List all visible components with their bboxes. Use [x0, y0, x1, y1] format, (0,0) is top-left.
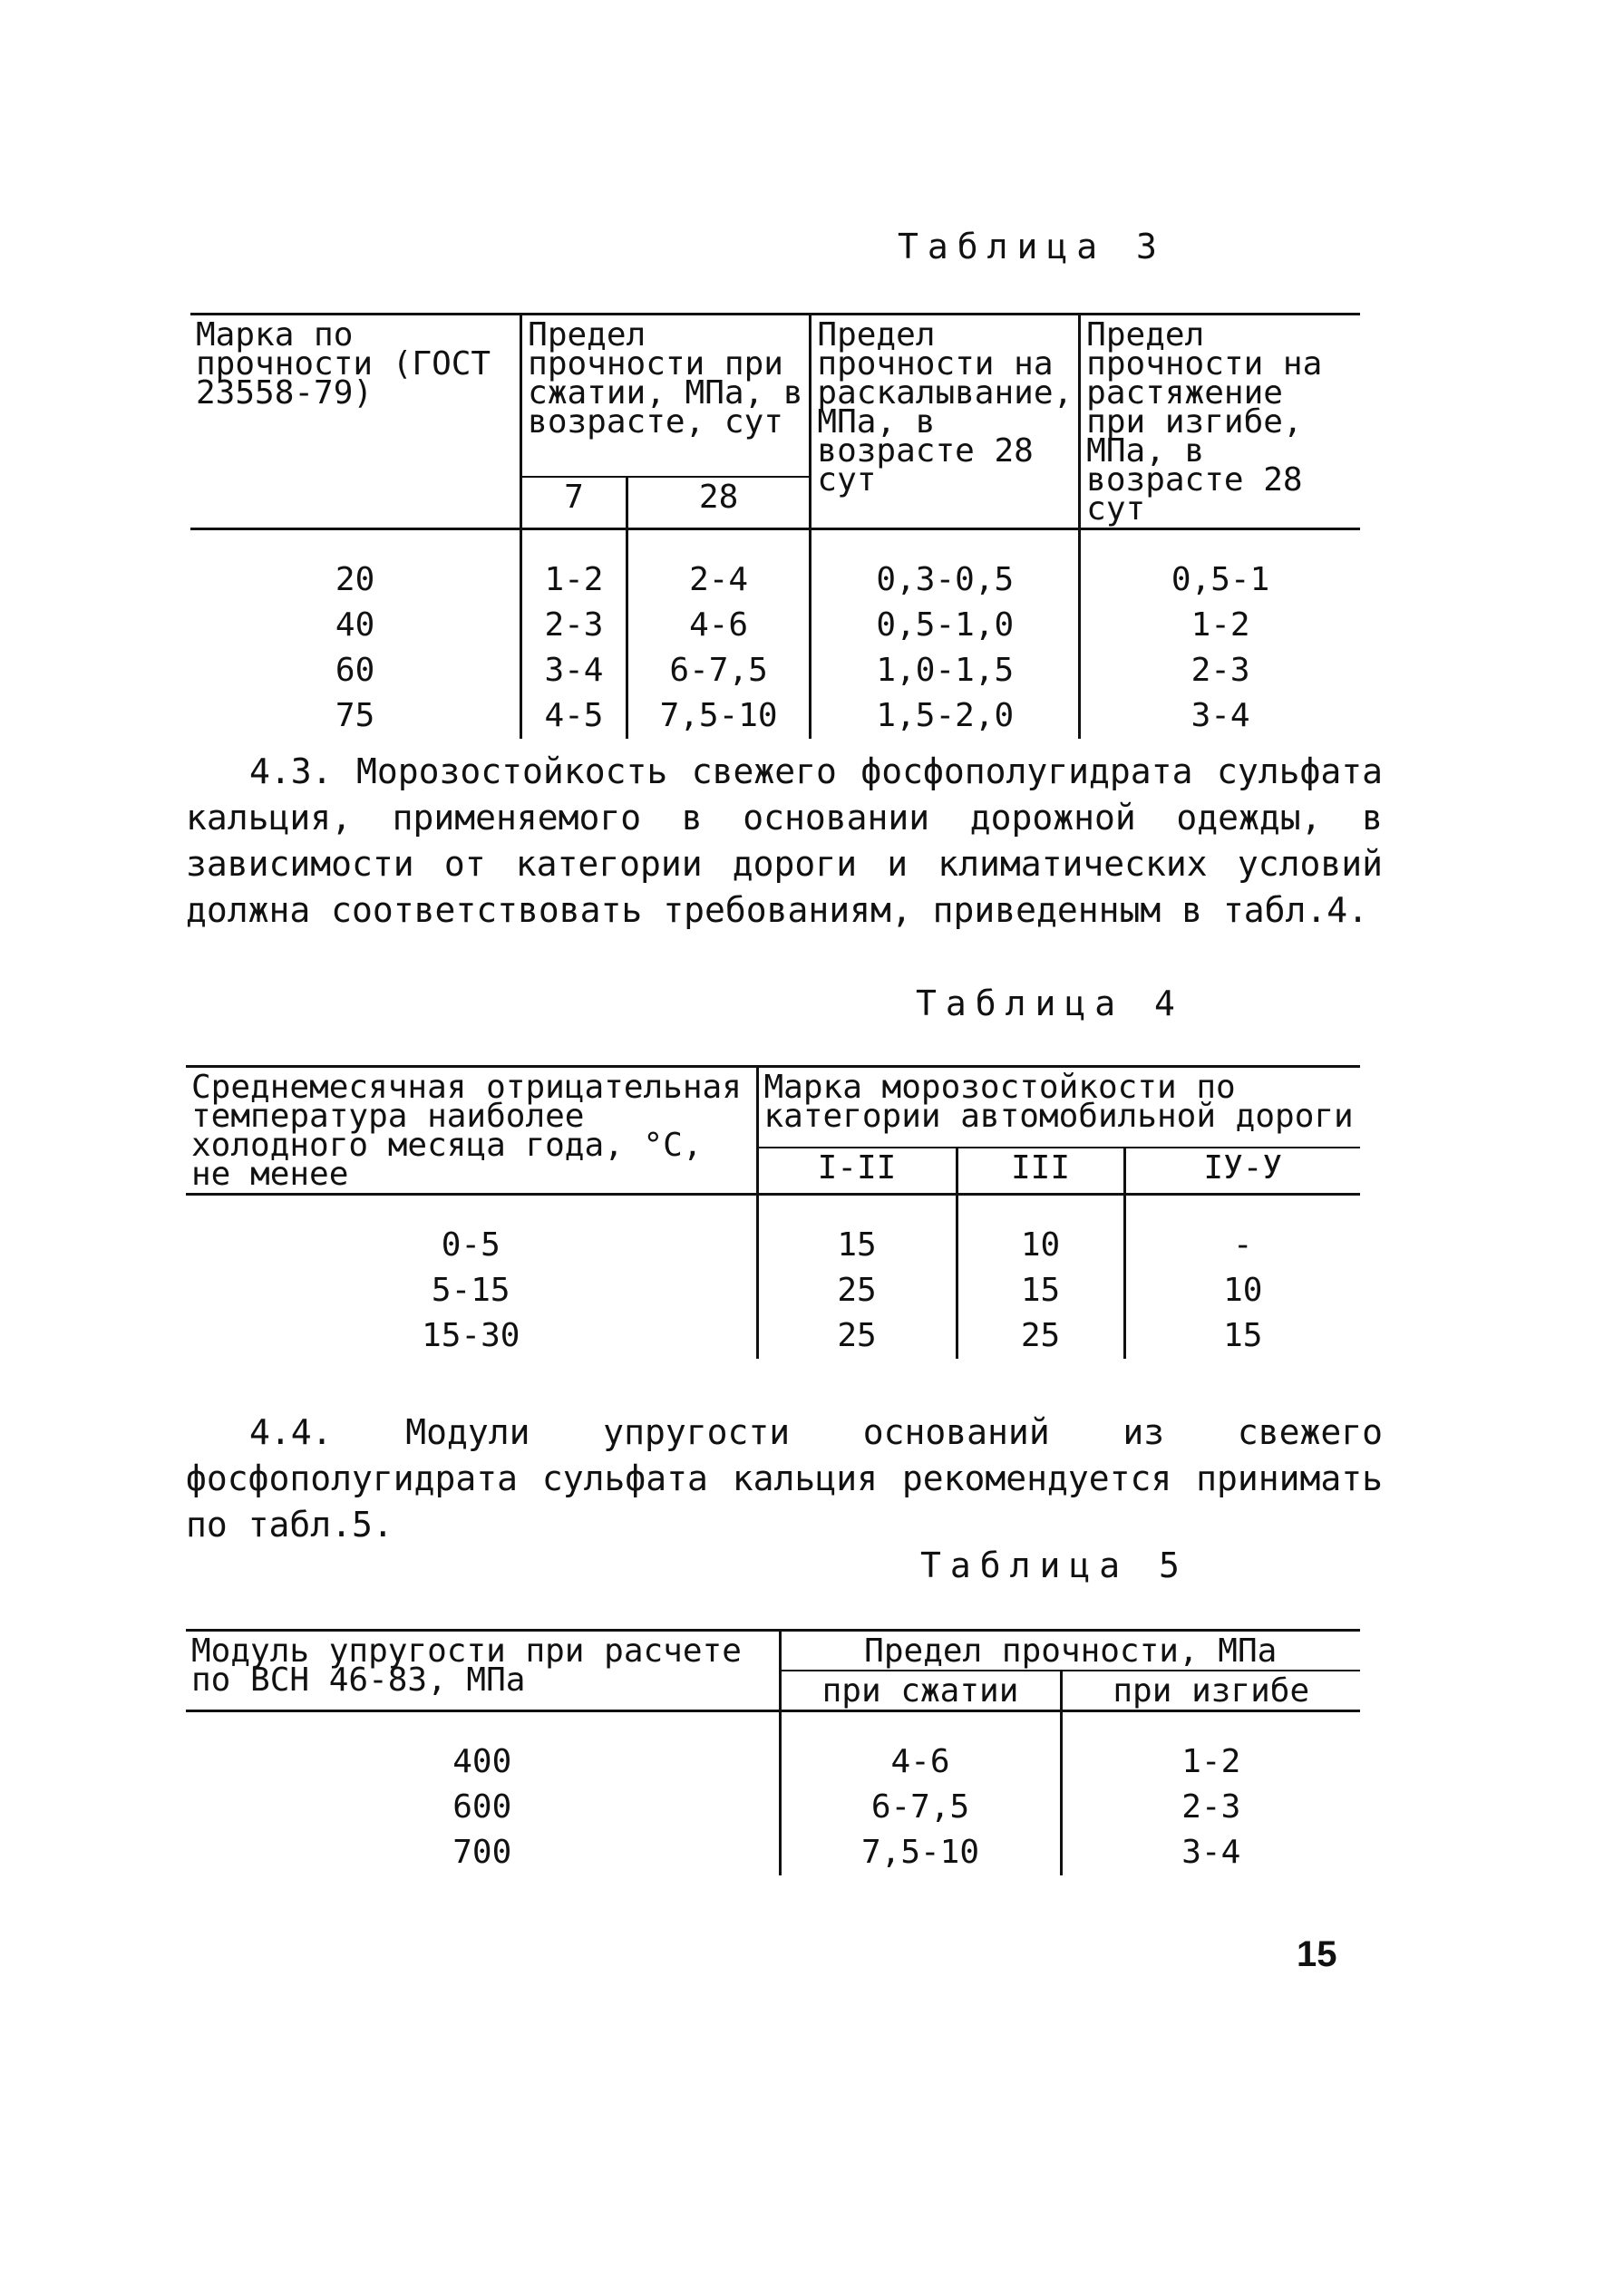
table3-cell: 1-2 [521, 529, 627, 604]
table3-header-compression: Предел прочности при сжатии, МПа, в возрасте, сут [521, 315, 811, 478]
paragraph-4-3-text: 4.3. Морозостойкость свежего фосфополугидрата сульфата кальция, применяемого в основании дорожной одежды, в зависимости от категории дороги и климатических условий должна соответствовать требованиям, приведенным в табл.4. [186, 751, 1383, 930]
table5-cell: 1-2 [1061, 1711, 1360, 1786]
table3-cell: 2-4 [627, 529, 811, 604]
table5 [186, 1629, 1360, 1875]
table3-cell: 20 [190, 529, 521, 604]
table3-cell: 0,3-0,5 [811, 529, 1080, 604]
paragraph-4-3 [186, 749, 1383, 934]
table4-cell: 25 [757, 1268, 957, 1313]
paragraph-4-4-text: 4.4. Модули упругости оснований из свежего фосфополугидрата сульфата кальция рекомендуется принимать по табл.5. [186, 1412, 1383, 1545]
table5-header-compression: при сжатии [780, 1671, 1061, 1711]
table5-cell: 7,5-10 [780, 1830, 1061, 1875]
table3-cell: 4-5 [521, 693, 627, 739]
table3-cell: 6-7,5 [627, 648, 811, 693]
table3-header-split: Предел прочности на раскалывание, МПа, в возрасте 28 сут [811, 315, 1080, 529]
table3-caption: Таблица 3 [898, 227, 1166, 266]
table3 [190, 313, 1360, 739]
paragraph-4-4 [186, 1410, 1383, 1548]
table4-cell: 15 [757, 1195, 957, 1269]
table3-header-mark: Марка по прочности (ГОСТ 23558-79) [190, 315, 521, 529]
table3-cell: 3-4 [521, 648, 627, 693]
table4-cell: 15-30 [422, 1317, 520, 1354]
table3-cell: 60 [335, 652, 375, 689]
table3-cell: 0,5-1,0 [811, 603, 1080, 648]
table3-cell: 3-4 [1080, 693, 1360, 739]
table3-header-7: 7 [521, 477, 627, 528]
table4-header-temp: Среднемесячная отрицательная температура наиболее холодного месяца года, °С, не менее [186, 1067, 757, 1195]
table4-cell: 15 [957, 1268, 1124, 1313]
table3-cell: 40 [335, 606, 375, 644]
table4-cell: 10 [957, 1195, 1124, 1269]
table3-cell: 4-6 [627, 603, 811, 648]
table4-header-cat2: III [957, 1148, 1124, 1195]
table3-cell: 2-3 [521, 603, 627, 648]
table5-header-strength: Предел прочности, МПа [780, 1631, 1360, 1671]
table5-cell: 700 [452, 1834, 512, 1871]
table3-cell: 2-3 [1080, 648, 1360, 693]
table4-header-cat3: IУ-У [1124, 1148, 1360, 1195]
table4-cell: 10 [1124, 1268, 1360, 1313]
table5-cell: 6-7,5 [780, 1785, 1061, 1830]
table3-header-bend: Предел прочности на растяжение при изгибе, МПа, в возрасте 28 сут [1080, 315, 1360, 529]
table5-cell: 2-3 [1061, 1785, 1360, 1830]
table3-header-28: 28 [627, 477, 811, 528]
table5-cell: 600 [452, 1788, 512, 1826]
table4-header-frost: Марка морозостойкости по категории автомобильной дороги [757, 1067, 1360, 1148]
table4-cell: 5-15 [431, 1272, 510, 1309]
table3-cell: 1,0-1,5 [811, 648, 1080, 693]
table3-cell: 7,5-10 [627, 693, 811, 739]
table5-header-modulus: Модуль упругости при расчете по ВСН 46-83, МПа [186, 1631, 780, 1711]
table5-header-bend: при изгибе [1061, 1671, 1360, 1711]
table4-caption: Таблица 4 [916, 983, 1184, 1023]
table3-cell: 1,5-2,0 [811, 693, 1080, 739]
table5-caption: Таблица 5 [920, 1545, 1189, 1585]
table4-cell: - [1124, 1195, 1360, 1269]
page-number: 15 [1297, 1934, 1337, 1974]
table3-cell: 75 [335, 697, 375, 734]
table4-cell: 25 [757, 1313, 957, 1359]
table5-cell: 3-4 [1061, 1830, 1360, 1875]
table4-header-cat1: I-II [757, 1148, 957, 1195]
table3-cell: 0,5-1 [1080, 529, 1360, 604]
table3-cell: 1-2 [1080, 603, 1360, 648]
table4-cell: 0-5 [186, 1195, 757, 1269]
table5-cell: 400 [186, 1711, 780, 1786]
table4 [186, 1065, 1360, 1359]
table4-cell: 25 [957, 1313, 1124, 1359]
table5-cell: 4-6 [780, 1711, 1061, 1786]
table4-cell: 15 [1124, 1313, 1360, 1359]
